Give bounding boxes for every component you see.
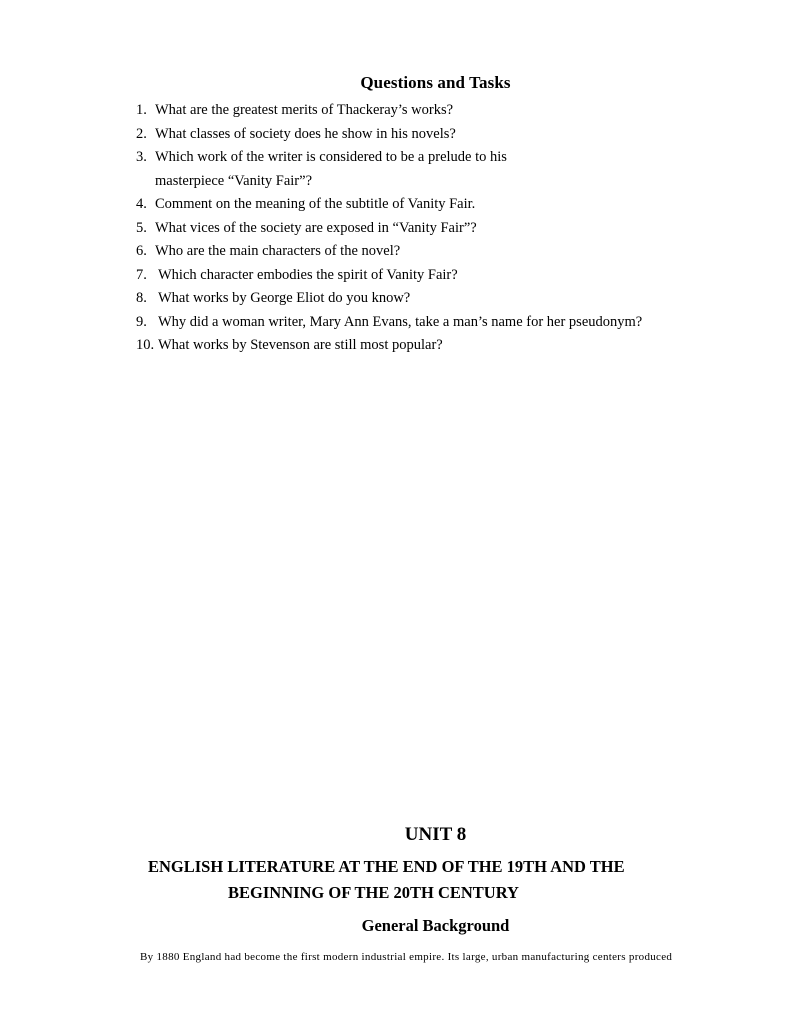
question-text-continuation: masterpiece “Vanity Fair”? <box>155 172 313 189</box>
question-text: What are the greatest merits of Thackeray’s works? <box>155 102 454 118</box>
question-number: 8. <box>136 290 147 306</box>
list-item <box>136 287 642 311</box>
list-item <box>136 264 642 288</box>
question-text: Which character embodies the spirit of Vanity Fair? <box>158 266 458 283</box>
question-number: 4. <box>136 196 147 212</box>
question-text: Comment on the meaning of the subtitle of Vanity Fair. <box>155 196 476 212</box>
general-background-heading: General Background <box>361 916 510 935</box>
question-text: What works by Stevenson are still most popular? <box>158 337 443 353</box>
unit-subtitle-line-1: ENGLISH LITERATURE AT THE END OF THE 19TH AND THE <box>148 857 625 876</box>
question-number: 7. <box>136 266 147 283</box>
list-item <box>136 217 642 241</box>
list-item <box>136 99 642 123</box>
question-text: Who are the main characters of the novel? <box>155 243 401 259</box>
unit-subtitle <box>148 854 708 906</box>
list-item <box>136 240 642 264</box>
question-number: 6. <box>136 243 147 259</box>
question-number: 9. <box>136 313 147 330</box>
question-text: What works by George Eliot do you know? <box>158 290 411 306</box>
question-text: Which work of the writer is considered to be a prelude to his <box>155 149 507 165</box>
questions-heading: Questions and Tasks <box>360 73 511 92</box>
question-text: What classes of society does he show in his novels? <box>155 125 456 142</box>
question-number: 2. <box>136 125 147 142</box>
list-item <box>136 311 642 335</box>
question-text: Why did a woman writer, Mary Ann Evans, take a man’s name for her pseudonym? <box>158 313 643 330</box>
list-item <box>136 123 642 147</box>
list-item <box>136 193 642 217</box>
question-number: 1. <box>136 102 147 118</box>
question-number: 3. <box>136 149 147 165</box>
questions-list <box>136 99 642 358</box>
question-text: What vices of the society are exposed in “Vanity Fair”? <box>155 219 477 236</box>
unit-subtitle-line-2: BEGINNING OF THE 20TH CENTURY <box>228 883 519 902</box>
list-item <box>136 334 642 358</box>
question-number: 5. <box>136 219 147 236</box>
question-number: 10. <box>136 337 155 353</box>
unit-title: UNIT 8 <box>404 824 467 845</box>
list-item <box>136 146 642 193</box>
body-paragraph: By 1880 England had become the first modern industrial empire. Its large, urban manufacturing centers produced <box>140 951 673 963</box>
